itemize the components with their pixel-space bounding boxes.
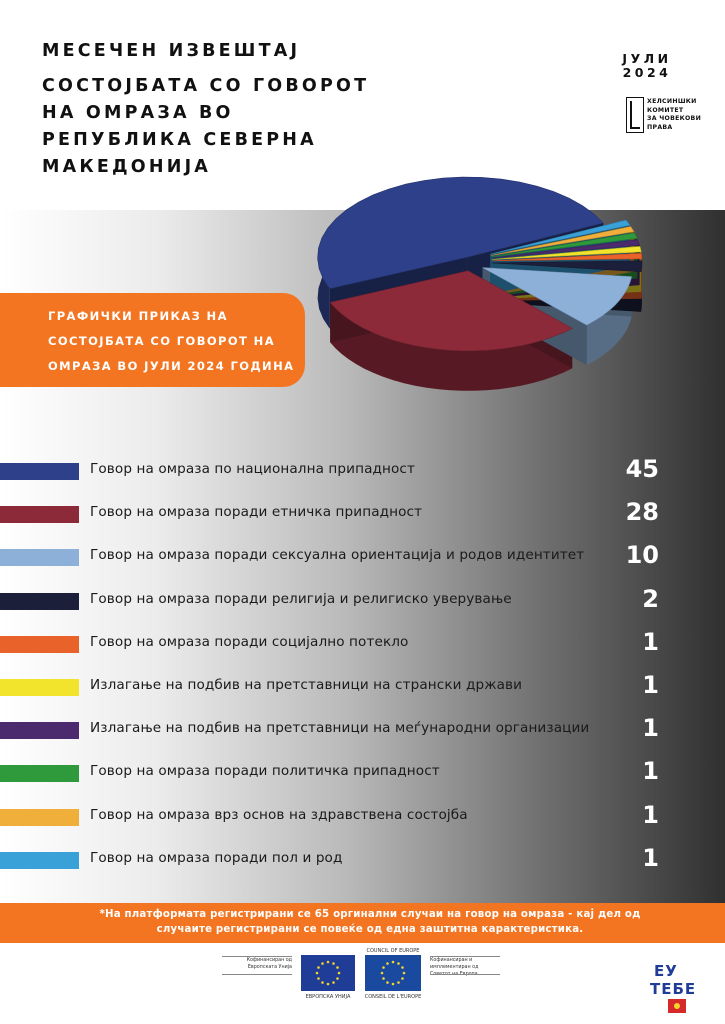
eu-tebe-top-text: ЕУ	[654, 962, 678, 980]
legend-swatch	[0, 809, 79, 826]
star-icon	[321, 981, 324, 984]
legend-swatch	[0, 722, 79, 739]
eu-cofund-line-2: Европската Унија	[247, 965, 292, 970]
eu-cofund-line-1: Кофинансиран од	[246, 958, 292, 963]
legend-row	[0, 455, 725, 485]
legend-swatch	[0, 549, 79, 566]
legend-row	[0, 498, 725, 528]
subtitle-line-4: МАКЕДОНИЈА	[42, 157, 212, 177]
legend-value: 10	[625, 541, 659, 569]
star-icon	[336, 977, 339, 980]
logo-text-line-2: КОМИТЕТ	[647, 106, 684, 114]
callout-line-3: ОМРАЗА ВО ЈУЛИ 2024 ГОДИНА	[48, 359, 295, 373]
callout-text	[48, 304, 298, 379]
divider	[430, 974, 500, 975]
legend-swatch	[0, 636, 79, 653]
legend-label: Говор на омраза по национална припадност	[90, 461, 415, 477]
star-icon	[321, 962, 324, 965]
star-icon	[327, 983, 330, 986]
legend-swatch	[0, 679, 79, 696]
legend-value: 1	[642, 628, 659, 656]
footer-note	[60, 907, 680, 937]
legend-swatch	[0, 593, 79, 610]
star-icon	[336, 966, 339, 969]
legend-row	[0, 801, 725, 831]
legend-row	[0, 757, 725, 787]
chart-callout	[0, 293, 305, 387]
footer-note-bar	[0, 903, 725, 943]
legend-label: Говор на омраза поради политичка припадност	[90, 763, 440, 779]
legend-label: Говор на омраза поради пол и род	[90, 850, 343, 866]
legend-row	[0, 628, 725, 658]
legend-label: Говор на омраза поради сексуална ориентација и родов идентитет	[90, 547, 585, 563]
star-icon	[397, 981, 400, 984]
subtitle-line-1: СОСТОЈБАТА СО ГОВОРОТ	[42, 76, 370, 96]
star-icon	[403, 972, 406, 975]
logo-text-line-1: ХЕЛСИНШКИ	[647, 98, 697, 105]
star-icon	[327, 961, 330, 964]
legend-row	[0, 714, 725, 744]
coe-cofund-line-2: имплементиран од	[430, 965, 479, 970]
legend-row	[0, 585, 725, 615]
footer-note-line-2: случаите регистрирани се повеќе од една заштитна карактеристика.	[156, 924, 584, 935]
star-icon	[386, 981, 389, 984]
legend-swatch	[0, 463, 79, 480]
partner-logos	[0, 945, 725, 1024]
legend-row	[0, 844, 725, 874]
legend-value: 1	[642, 801, 659, 829]
legend-value: 1	[642, 714, 659, 742]
legend-label: Говор на омраза врз основ на здравствена состојба	[90, 807, 468, 823]
legend-value: 1	[642, 671, 659, 699]
legend-value: 2	[642, 585, 659, 613]
star-icon	[332, 981, 335, 984]
star-icon	[401, 977, 404, 980]
star-icon	[332, 962, 335, 965]
callout-line-2: СОСТОЈБАТА СО ГОВОРОТ НА	[48, 334, 276, 348]
star-icon	[392, 961, 395, 964]
star-icon	[316, 972, 319, 975]
legend-swatch	[0, 765, 79, 782]
eu-flag-icon	[301, 955, 355, 991]
coe-caption-top: COUNCIL OF EUROPE	[366, 948, 420, 954]
macedonia-flag-icon	[668, 999, 686, 1013]
star-icon	[386, 962, 389, 965]
eu-cofund-text	[222, 957, 292, 971]
legend-label: Говор на омраза поради религија и религиско уверување	[90, 591, 512, 607]
star-icon	[392, 983, 395, 986]
eu-tebe-logo	[646, 962, 698, 1020]
star-icon	[397, 962, 400, 965]
star-icon	[382, 966, 385, 969]
legend-label: Излагање на подбив на претставници на странски држави	[90, 677, 523, 693]
coe-cofund-line-1: Кофинансиран и	[430, 958, 473, 963]
legend-value: 28	[625, 498, 659, 526]
logo-text-line-4: ПРАВА	[647, 123, 673, 131]
star-icon	[317, 966, 320, 969]
legend-label: Излагање на подбив на претставници на меѓународни организации	[90, 720, 590, 736]
council-of-europe-flag-icon	[365, 955, 421, 991]
star-icon	[381, 972, 384, 975]
report-year: 2024	[622, 65, 672, 80]
coe-caption: CONSEIL DE L'EUROPE	[364, 994, 422, 1000]
logo-text-line-3: ЗА ЧОВЕКОВИ	[647, 115, 702, 123]
callout-line-1: ГРАФИЧКИ ПРИКАЗ НА	[48, 309, 228, 323]
footer-note-line-1: *На платформата регистрирани се 65 оргинални случаи на говор на омраза - кај дел од	[99, 909, 641, 920]
star-icon	[317, 977, 320, 980]
report-title: МЕСЕЧЕН ИЗВЕШТАЈ	[42, 41, 301, 61]
eu-caption: ЕВРОПСКА УНИЈА	[305, 994, 351, 1000]
legend-row	[0, 671, 725, 701]
star-icon	[338, 972, 341, 975]
legend-row	[0, 541, 725, 571]
subtitle-line-3: РЕПУБЛИКА СЕВЕРНА	[42, 130, 317, 150]
legend-value: 45	[625, 455, 659, 483]
legend-label: Говор на омраза поради етничка припадност	[90, 504, 423, 520]
eu-tebe-bottom-text: ТЕБЕ	[650, 980, 697, 998]
coe-cofund-line-3: Советот на Европа	[430, 972, 478, 977]
divider	[222, 974, 292, 975]
star-icon	[401, 966, 404, 969]
legend-value: 1	[642, 757, 659, 785]
star-icon	[382, 977, 385, 980]
legend-swatch	[0, 852, 79, 869]
legend-value: 1	[642, 844, 659, 872]
legend-swatch	[0, 506, 79, 523]
subtitle-line-2: НА ОМРАЗА ВО	[42, 103, 234, 123]
legend-label: Говор на омраза поради социјално потекло	[90, 634, 409, 650]
report-month: ЈУЛИ	[622, 51, 672, 66]
